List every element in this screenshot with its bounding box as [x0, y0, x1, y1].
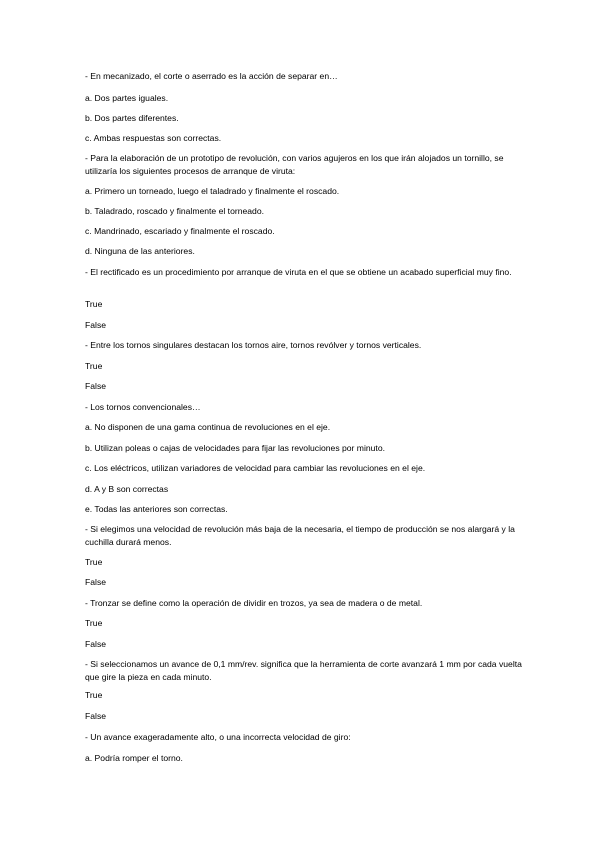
question-1-option-a: a. Dos partes iguales. — [85, 93, 169, 103]
question-1-option-b: b. Dos partes diferentes. — [85, 113, 179, 123]
question-2-option-a: a. Primero un torneado, luego el taladrado y finalmente el roscado. — [85, 186, 340, 196]
question-5-option-e: e. Todas las anteriores son correctas. — [85, 504, 228, 514]
question-1-option-c: c. Ambas respuestas son correctas. — [85, 133, 222, 143]
question-9-option-a: a. Podría romper el torno. — [85, 753, 183, 763]
question-3-true: True — [85, 299, 103, 309]
question-7-text: - Tronzar se define como la operación de dividir en trozos, ya sea de madera o de metal. — [85, 598, 423, 608]
question-3-false: False — [85, 320, 107, 330]
question-2-option-b: b. Taladrado, roscado y finalmente el torneado. — [85, 206, 264, 216]
question-6-true: True — [85, 557, 103, 567]
question-5-option-a: a. No disponen de una gama continua de revoluciones en el eje. — [85, 422, 331, 432]
question-7-false: False — [85, 639, 107, 649]
question-9-text: - Un avance exageradamente alto, o una incorrecta velocidad de giro: — [85, 732, 351, 742]
question-8-true: True — [85, 690, 103, 700]
question-2-text: - Para la elaboración de un prototipo de revolución, con varios agujeros en los que irán alojados un tornillo, se utilizaría los siguientes procesos de arranque de viruta: — [85, 153, 504, 176]
question-5-option-c: c. Los eléctricos, utilizan variadores de velocidad para cambiar las revoluciones en el eje. — [85, 463, 426, 473]
question-8-false: False — [85, 711, 107, 721]
question-5-option-d: d. A y B son correctas — [85, 484, 169, 494]
question-4-text: - Entre los tornos singulares destacan los tornos aire, tornos revólver y tornos verticales. — [85, 340, 422, 350]
question-1-text: - En mecanizado, el corte o aserrado es la acción de separar en… — [85, 71, 338, 81]
question-2-option-d: d. Ninguna de las anteriores. — [85, 246, 195, 256]
question-6-text: - Si elegimos una velocidad de revolución más baja de la necesaria, el tiempo de producción se nos alargará y la cuchilla durará menos. — [85, 524, 515, 547]
question-4-true: True — [85, 361, 103, 371]
question-5-text: - Los tornos convencionales… — [85, 402, 201, 412]
question-8-text: - Si seleccionamos un avance de 0,1 mm/rev. significa que la herramienta de corte avanzará 1 mm por cada vuelta que gire la pieza en cada minuto. — [85, 659, 522, 682]
question-7-true: True — [85, 618, 103, 628]
question-3-text: - El rectificado es un procedimiento por arranque de viruta en el que se obtiene un acabado superficial muy fino. — [85, 267, 512, 277]
question-2-option-c: c. Mandrinado, escariado y finalmente el roscado. — [85, 226, 275, 236]
question-4-false: False — [85, 381, 107, 391]
question-6-false: False — [85, 577, 107, 587]
question-5-option-b: b. Utilizan poleas o cajas de velocidades para fijar las revoluciones por minuto. — [85, 443, 385, 453]
